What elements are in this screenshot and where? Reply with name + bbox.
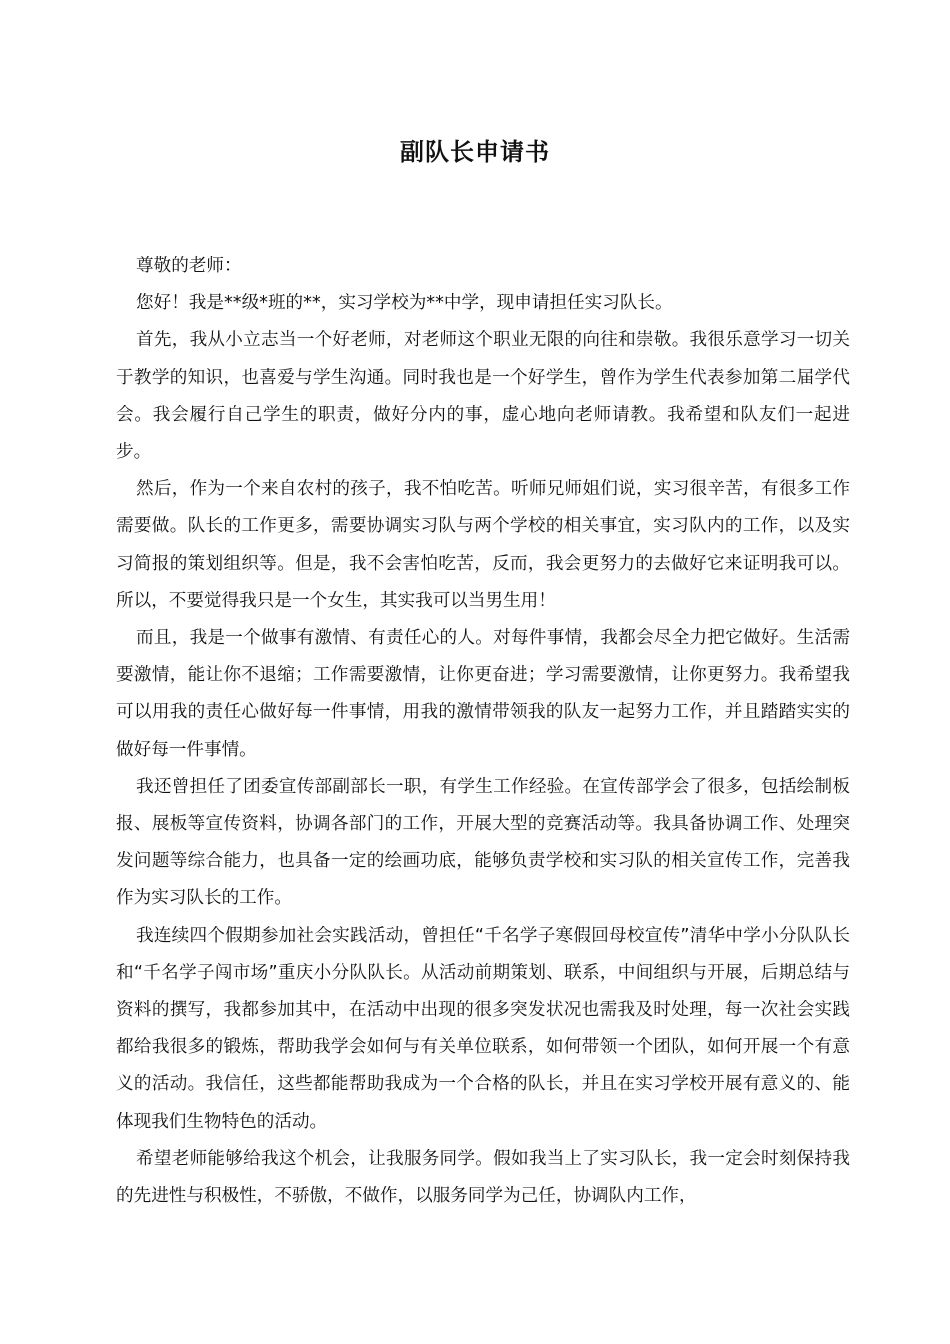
salutation: 尊敬的老师： (136, 256, 242, 276)
paragraph-second-reason: 然后，作为一个来自农村的孩子，我不怕吃苦。听师兄师姐们说，实习很辛苦，有很多工作需要做。队长的工作更多，需要协调实习队与两个学校的相关事宜，实习队内的工作，以及实习简报的策划组织等。但是，我不会害怕吃苦，反而，我会更努力的去做好它来证明我可以。所以，不要觉得我只是一个女生，其实我可以当男生用！ (116, 479, 850, 611)
paragraph-third-reason: 而且，我是一个做事有激情、有责任心的人。对每件事情，我都会尽全力把它做好。生活需要激情，能让你不退缩；工作需要激情，让你更奋进；学习需要激情，让你更努力。我希望我可以用我的责任心做好每一件事情，用我的激情带领我的队友一起努力工作，并且踏踏实实的做好每一件事情。 (116, 628, 850, 760)
document-title: 副队长申请书 (400, 138, 550, 166)
paragraph-greeting: 您好！我是**级*班的**，实习学校为**中学，现申请担任实习队长。 (136, 293, 673, 314)
document-body (116, 248, 850, 1215)
paragraph-closing: 希望老师能够给我这个机会，让我服务同学。假如我当上了实习队长，我一定会时刻保持我的先进性与积极性，不骄傲，不做作，以服务同学为己任，协调队内工作， (116, 1148, 850, 1207)
paragraph-social-practice: 我连续四个假期参加社会实践活动，曾担任“千名学子寒假回母校宣传”清华中学小分队队长和“千名学子闯市场”重庆小分队队长。从活动前期策划、联系，中间组织与开展，后期总结与资料的撰写，我都参加其中，在活动中出现的很多突发状况也需我及时处理，每一次社会实践都给我很多的锻炼，帮助我学会如何与有关单位联系，如何带领一个团队，如何开展一个有意义的活动。我信任，这些都能帮助我成为一个合格的队长，并且在实习学校开展有意义的、能体现我们生物特色的活动。 (116, 925, 850, 1132)
paragraph-first-reason: 首先，我从小立志当一个好老师，对老师这个职业无限的向往和崇敬。我很乐意学习一切关于教学的知识，也喜爱与学生沟通。同时我也是一个好学生，曾作为学生代表参加第二届学代会。我会履行自己学生的职责，做好分内的事，虚心地向老师请教。我希望和队友们一起进步。 (116, 330, 850, 463)
paragraph-experience: 我还曾担任了团委宣传部副部长一职，有学生工作经验。在宣传部学会了很多，包括绘制板报、展板等宣传资料，协调各部门的工作，开展大型的竞赛活动等。我具备协调工作、处理突发问题等综合能力，也具备一定的绘画功底，能够负责学校和实习队的相关宣传工作，完善我作为实习队长的工作。 (116, 776, 850, 909)
